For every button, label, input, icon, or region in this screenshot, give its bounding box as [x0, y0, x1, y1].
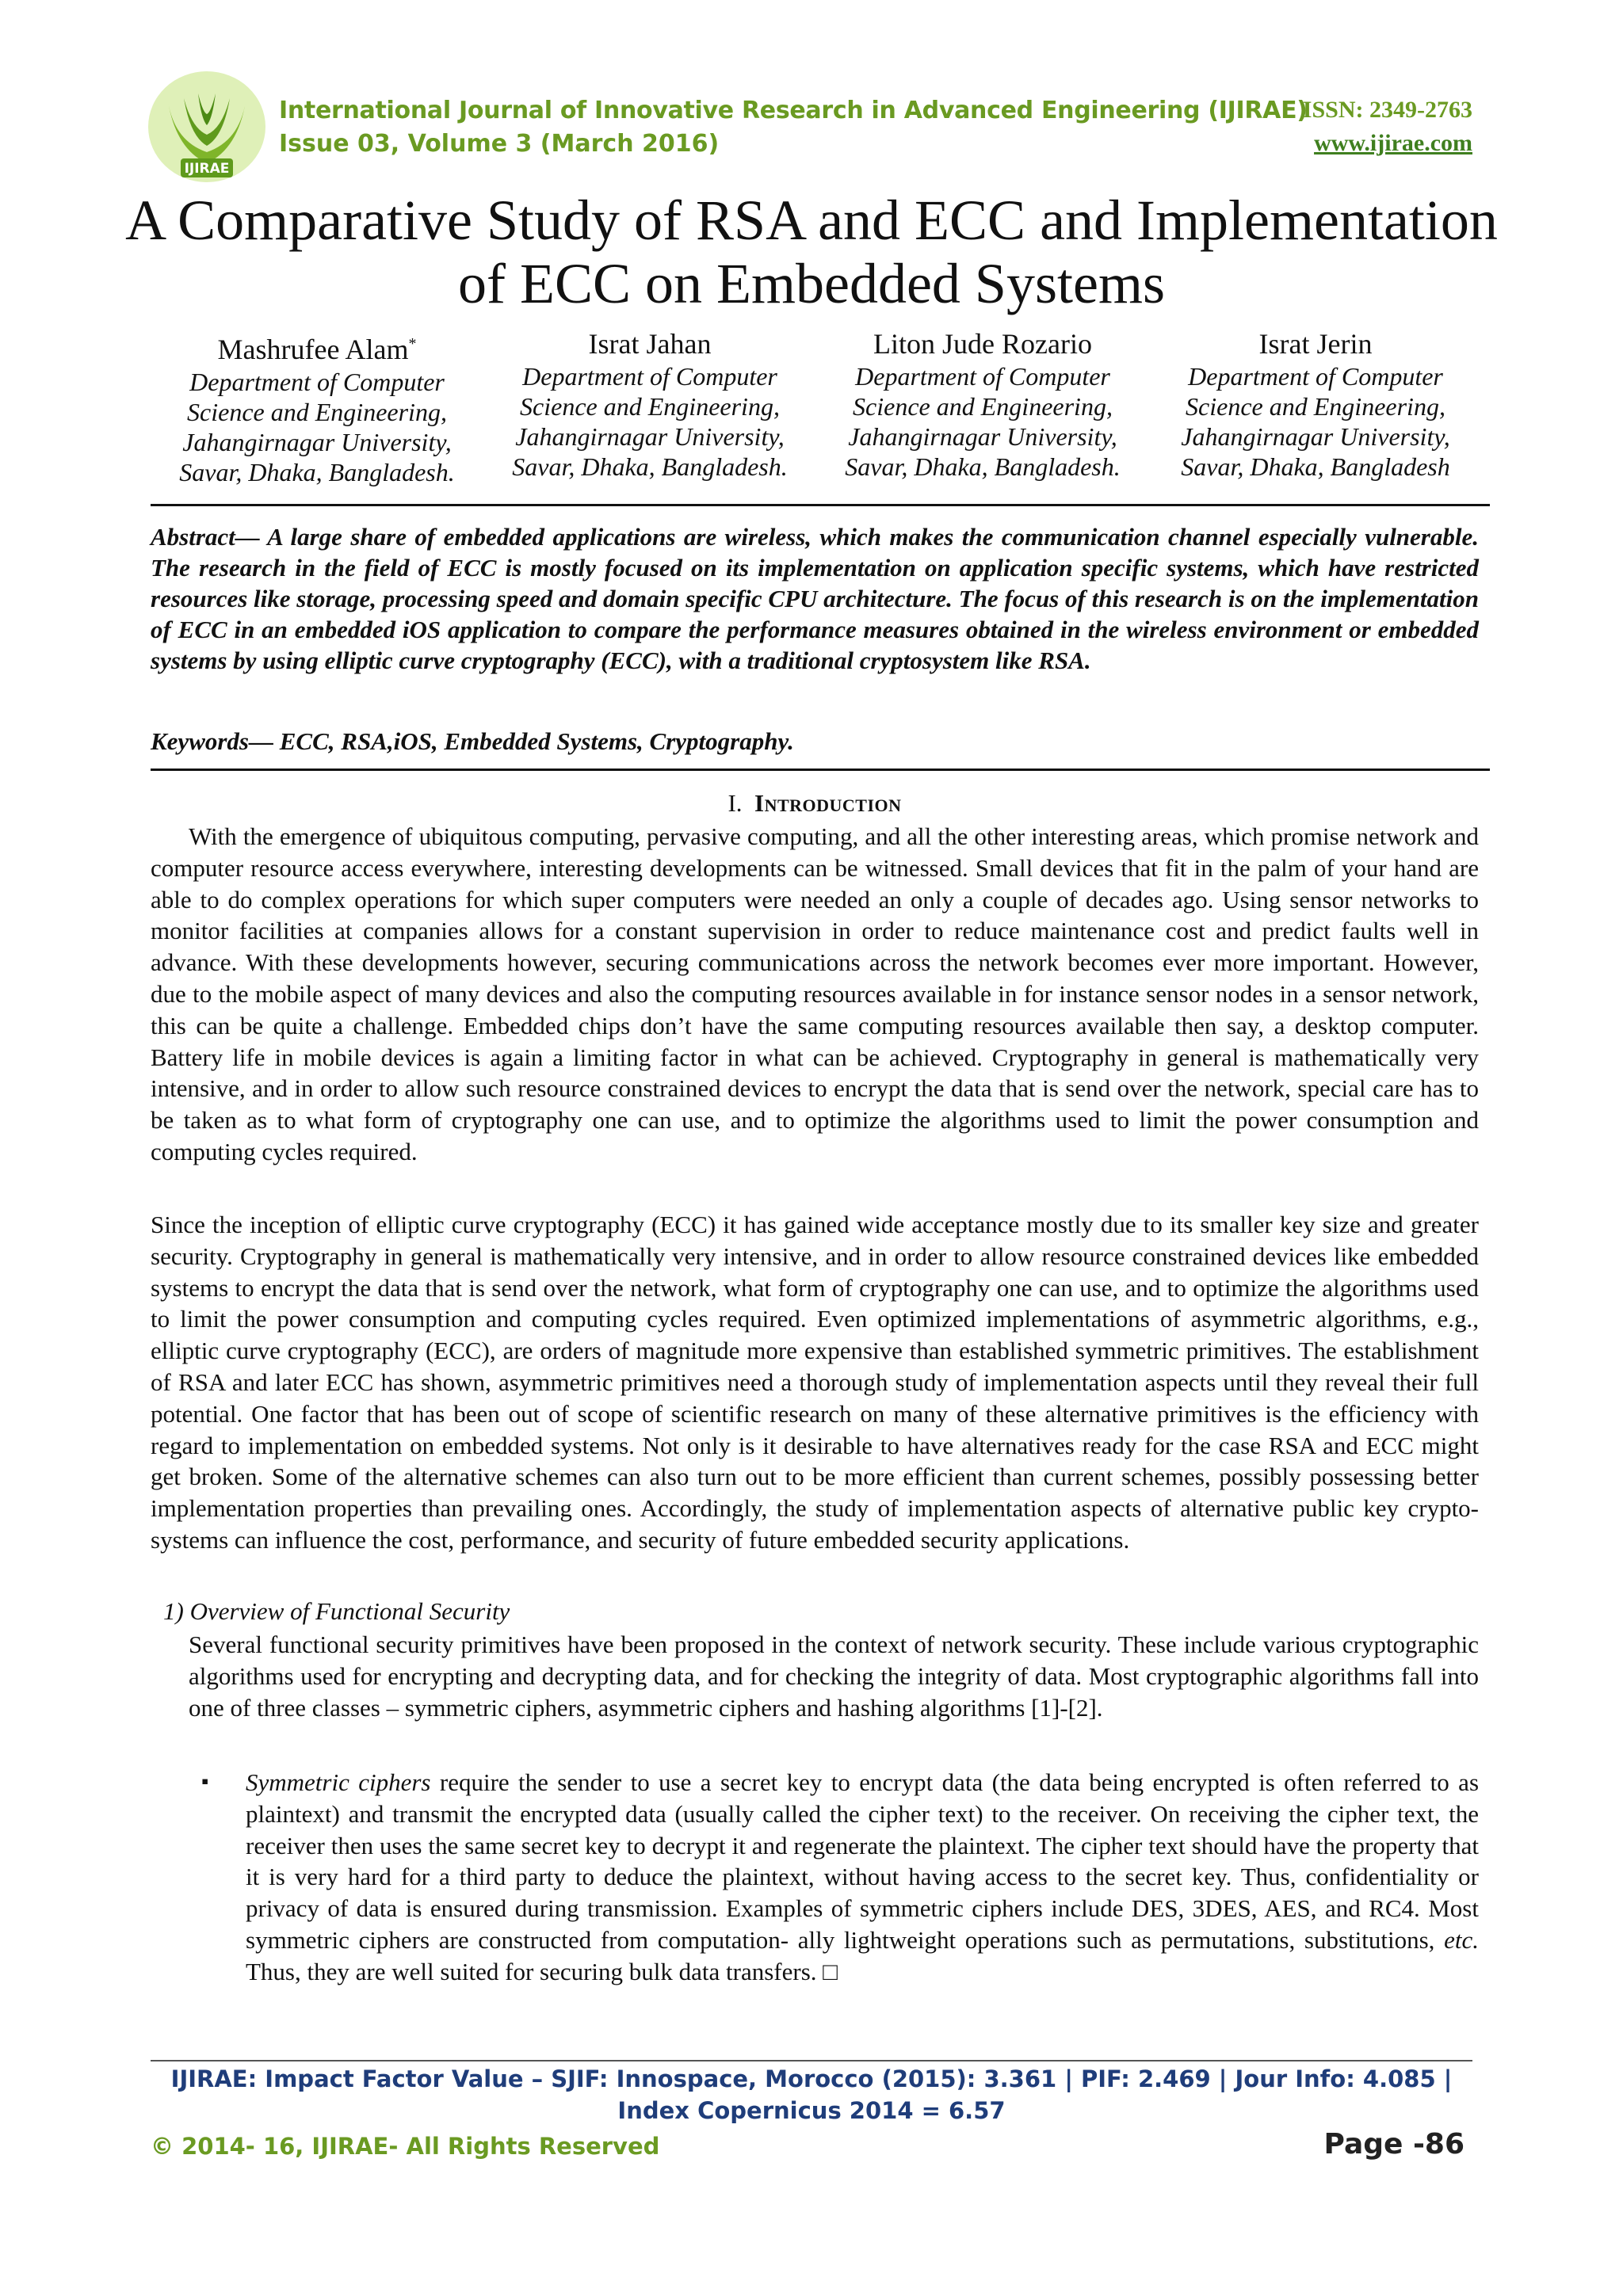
affiliation-line: Department of Computer	[522, 362, 777, 391]
author-name: Liton Jude Rozario	[873, 328, 1092, 360]
affiliation-line: Department of Computer	[1188, 362, 1443, 391]
bullet-text: require the sender to use a secret key to encrypt data (the data being encrypted is often referred to as plaintext) and transmit the encrypted data (usually called the cipher text) to the receiver. On receiving the cipher text, the receiver then uses the same secret key to decrypt it and regenerate the plaintext. The cipher text should have the property that it is very hard for a third party to deduce the plaintext, without having access to the secret key. Thus, confidentiality or privacy of data is ensured during transmission. Examples of symmetric ciphers include DES, 3DES, AES, and RC4. Most symmetric ciphers are constructed from computation- ally lightweight operations such as permutations, substitutions,	[246, 1768, 1480, 1954]
issue-info: Issue 03, Volume 3 (March 2016)	[279, 130, 720, 158]
intro-paragraph-2: Since the inception of elliptic curve cryptography (ECC) it has gained wide acceptance mostly due to its smaller key size and greater security. Cryptography in general is mathematically very intensive, and in order to allow resource constrained devices like embedded systems to encrypt the data that is send over the network, what form of cryptography one can use, and to optimize the algorithms used to limit the power consumption and computing cycles required. Even optimized implementations of asymmetric algorithms, e.g., elliptic curve cryptography (ECC), are orders of magnitude more expensive than established symmetric primitives. The establishment of RSA and later ECC has shown, asymmetric primitives need a thorough study of implementation aspects until they reveal their full potential. One factor that has been out of scope of scientific research on many of these alternative primitives is the efficiency with regard to implementation on embedded systems. Not only is it desirable to have alternatives ready for the case RSA and ECC might get broken. Some of the alternative schemes can also turn out to be more efficient than current schemes, possibly possessing better implementation properties than prevailing ones. Accordingly, the study of implementation aspects of alternative public key crypto- systems can influence the cost, performance, and security of future embedded security applications.	[151, 1211, 1479, 1554]
author-4	[1149, 326, 1482, 487]
impact-line-2: Index Copernicus 2014 = 6.57	[617, 2097, 1006, 2124]
corresponding-mark: *	[408, 335, 417, 353]
intro-paragraph-1: With the emergence of ubiquitous computing, pervasive computing, and all the other interesting areas, which promise network and computer resource access everywhere, interesting developments can be witnessed. Small devices that fit in the palm of your hand are able to do complex operations for which super computers were needed an only a couple of decades ago. Using sensor networks to monitor facilities at companies allows for a constant supervision in order to reduce maintenance cost and predict faults well in advance. With these developments however, securing communications across the network becomes ever more important. However, due to the mobile aspect of many devices and also the computing resources available in for instance sensor nodes in a sensor network, this can be quite a challenge. Embedded chips don’t have the same computing resources available then say, a desktop computer. Battery life in mobile devices is again a limiting factor in what can be achieved. Cryptography in general is mathematically very intensive, and in order to allow such resource constrained devices to encrypt the data that is send over the network, special care has to be taken as to what form of cryptography one can use, and to optimize the algorithms used to limit the power consumption and computing cycles required.	[151, 822, 1479, 1165]
affiliation-line: Jahangirnagar University,	[1181, 422, 1450, 451]
bullet-paragraph	[246, 1767, 1479, 1988]
subsection-heading: 1) Overview of Functional Security	[163, 1597, 510, 1625]
author-name: Mashrufee Alam	[217, 334, 409, 365]
logo-text: IJIRAE	[184, 161, 230, 177]
author-1	[151, 326, 483, 487]
author-2	[483, 326, 816, 487]
author-3	[816, 326, 1149, 487]
affiliation-line: Jahangirnagar University,	[848, 422, 1117, 451]
square-bullet-icon: ▪	[201, 1770, 209, 1793]
title-line-2: of ECC on Embedded Systems	[458, 252, 1165, 315]
copyright: © 2014- 16, IJIRAE- All Rights Reserved	[151, 2133, 660, 2160]
page-number: Page -86	[1323, 2128, 1465, 2161]
subsection-paragraph: Several functional security primitives have been proposed in the context of network security. These include various cryptographic algorithms used for encrypting and decrypting data, and for checking the integrity of data. Most cryptographic algorithms fall into one of three classes – symmetric ciphers, asymmetric ciphers and hashing algorithms [1]-[2].	[189, 1630, 1479, 1722]
footer-divider	[151, 2060, 1472, 2061]
divider	[151, 769, 1490, 771]
affiliation-line: Jahangirnagar University,	[182, 428, 452, 456]
journal-name: International Journal of Innovative Research in Advanced Engineering (IJIRAE)	[279, 97, 1308, 124]
bullet-etc: etc.	[1444, 1925, 1479, 1954]
paper-title	[95, 189, 1528, 315]
affiliation-line: Savar, Dhaka, Bangladesh.	[845, 452, 1121, 481]
bullet-term: Symmetric ciphers	[246, 1768, 431, 1796]
affiliation-line: Savar, Dhaka, Bangladesh.	[512, 452, 788, 481]
keywords: Keywords— ECC, RSA,iOS, Embedded Systems, Cryptography.	[151, 727, 794, 755]
author-name: Israt Jahan	[588, 328, 712, 360]
bullet-text-end: Thus, they are well suited for securing bulk data transfers. □	[246, 1957, 838, 1985]
affiliation-line: Savar, Dhaka, Bangladesh.	[179, 458, 455, 486]
author-name: Israt Jerin	[1258, 328, 1373, 360]
divider	[151, 504, 1490, 506]
affiliation-line: Science and Engineering,	[187, 398, 447, 426]
authors-block	[151, 326, 1482, 487]
affiliation-line: Science and Engineering,	[520, 392, 780, 421]
section-title: Introduction	[754, 789, 902, 817]
affiliation-line: Science and Engineering,	[853, 392, 1113, 421]
affiliation-line: Department of Computer	[855, 362, 1110, 391]
affiliation-line: Jahangirnagar University,	[515, 422, 785, 451]
affiliation-line: Science and Engineering,	[1186, 392, 1445, 421]
issn: ISSN: 2349-2763	[1302, 97, 1472, 123]
affiliation-line: Savar, Dhaka, Bangladesh	[1181, 452, 1450, 481]
footer-impact	[151, 2063, 1472, 2126]
affiliation-line: Department of Computer	[189, 368, 445, 396]
abstract: Abstract— A large share of embedded applications are wireless, which makes the communication channel especially vulnerable. The research in the field of ECC is mostly focused on its implementation on application specific systems, which have restricted resources like storage, processing speed and domain specific CPU architecture. The focus of this research is on the implementation of ECC in an embedded iOS application to compare the performance measures obtained in the wireless environment or embedded systems by using elliptic curve cryptography (ECC), with a traditional cryptosystem like RSA.	[151, 523, 1479, 674]
journal-url-link[interactable]: www.ijirae.com	[1314, 130, 1472, 156]
title-line-1: A Comparative Study of RSA and ECC and Implementation	[125, 189, 1498, 252]
section-heading	[151, 789, 1479, 818]
ijirae-logo	[144, 70, 269, 189]
impact-line-1: IJIRAE: Impact Factor Value – SJIF: Innospace, Morocco (2015): 3.361 | PIF: 2.469 | Jour Info: 4.085 |	[170, 2065, 1453, 2092]
section-number: I.	[727, 789, 743, 817]
